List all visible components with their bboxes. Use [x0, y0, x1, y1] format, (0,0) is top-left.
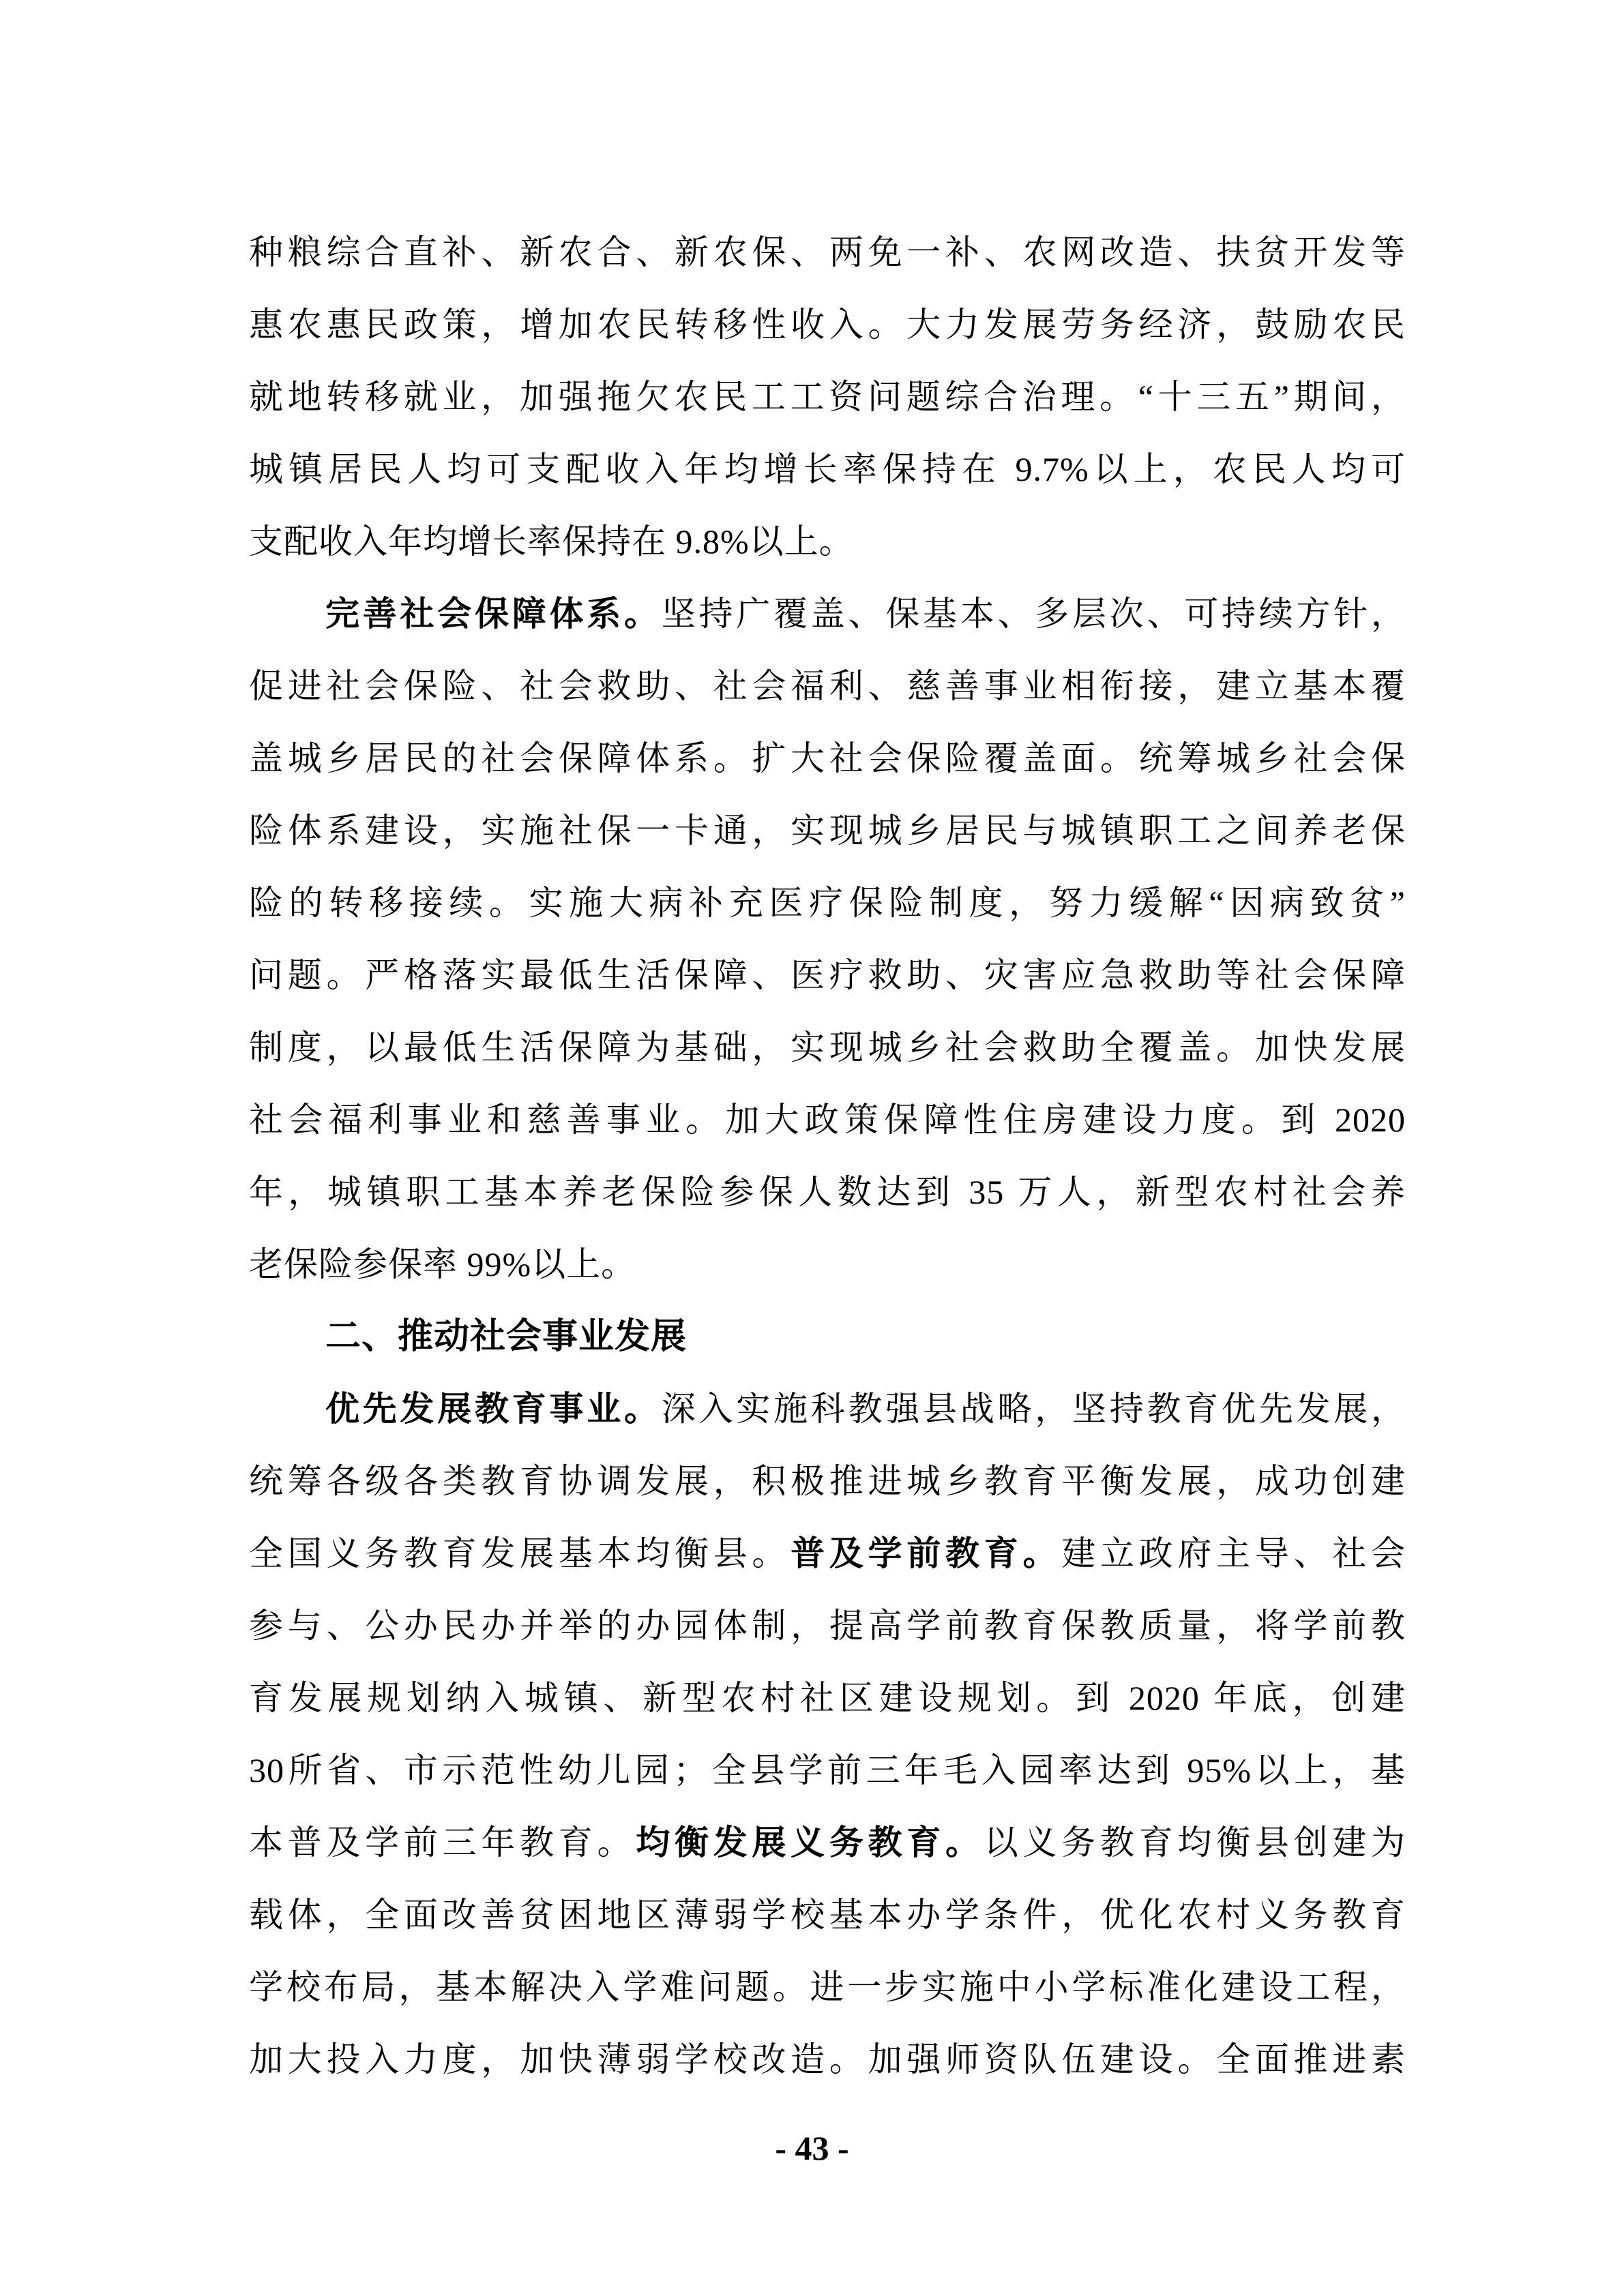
- body-line: [249, 1806, 1406, 1879]
- body-line-text: 深入实施科教强县战略，坚持教育优先发展，: [661, 1390, 1406, 1428]
- body-line: [249, 1373, 1406, 1445]
- section-heading: 二、推动社会事业发展: [325, 1317, 688, 1356]
- body-line: 年，城镇职工基本养老保险参保人数达到 35 万人，新型农村社会养: [249, 1173, 1406, 1211]
- body-line-text: 全国义务教育发展基本均衡县。: [249, 1534, 791, 1572]
- body-line: 老保险参保率 99%以上。: [249, 1245, 636, 1283]
- body-line: 惠农惠民政策，增加农民转移性收入。大力发展劳务经济，鼓励农民: [249, 305, 1406, 344]
- inline-bold-run: 均衡发展义务教育。: [636, 1823, 984, 1862]
- body-line-text: 建立政府主导、社会: [1061, 1534, 1406, 1572]
- body-line: 参与、公办民办并举的办园体制，提高学前教育保教质量，将学前教: [249, 1607, 1406, 1645]
- paragraph-continued: [249, 216, 1406, 578]
- paragraph-lead-bold: 完善社会保障体系。: [325, 595, 662, 633]
- body-text-block: [249, 216, 1406, 2096]
- body-line-text: 本普及学前三年教育。: [249, 1823, 636, 1862]
- body-line: 险的转移接续。实施大病补充医疗保险制度，努力缓解“因病致贫”: [249, 884, 1406, 922]
- body-line: 社会福利事业和慈善事业。加大政策保障性住房建设力度。到 2020: [249, 1101, 1406, 1139]
- inline-bold-run: 普及学前教育。: [791, 1534, 1062, 1572]
- body-line: 统筹各级各类教育协调发展，积极推进城乡教育平衡发展，成功创建: [249, 1462, 1406, 1500]
- body-line: [249, 1517, 1406, 1590]
- body-line: 30所省、市示范性幼儿园；全县学前三年毛入园率达到 95%以上，基: [249, 1751, 1406, 1789]
- body-line: 载体，全面改善贫困地区薄弱学校基本办学条件，优化农村义务教育: [249, 1896, 1406, 1934]
- paragraph-lead-bold: 优先发展教育事业。: [325, 1390, 662, 1428]
- body-line: 制度，以最低生活保障为基础，实现城乡社会救助全覆盖。加快发展: [249, 1028, 1406, 1067]
- paragraph-social-security: [249, 578, 1406, 1300]
- body-line: 学校布局，基本解决入学难问题。进一步实施中小学标准化建设工程，: [249, 1968, 1406, 2006]
- body-line: 促进社会保险、社会救助、社会福利、慈善事业相衔接，建立基本覆: [249, 667, 1406, 705]
- body-line: 问题。严格落实最低生活保障、医疗救助、灾害应急救助等社会保障: [249, 956, 1406, 994]
- body-line: 种粮综合直补、新农合、新农保、两免一补、农网改造、扶贫开发等: [249, 233, 1406, 271]
- body-line: 城镇居民人均可支配收入年均增长率保持在 9.7%以上，农民人均可: [249, 450, 1406, 488]
- body-line-text: 坚持广覆盖、保基本、多层次、可持续方针，: [661, 595, 1406, 633]
- page-number: - 43 -: [775, 2129, 849, 2167]
- body-line: 加大投入力度，加快薄弱学校改造。加强师资队伍建设。全面推进素: [249, 2040, 1406, 2078]
- body-line: [249, 578, 1406, 650]
- paragraph-education: [249, 1373, 1406, 2096]
- body-line: 险体系建设，实施社保一卡通，实现城乡居民与城镇职工之间养老保: [249, 811, 1406, 850]
- body-line: 育发展规划纳入城镇、新型农村社区建设规划。到 2020 年底，创建: [249, 1679, 1406, 1717]
- body-line: 盖城乡居民的社会保障体系。扩大社会保险覆盖面。统筹城乡社会保: [249, 739, 1406, 777]
- body-line-text: 以义务教育均衡县创建为: [984, 1823, 1406, 1862]
- body-line: 就地转移就业，加强拖欠农民工工资问题综合治理。“十三五”期间，: [249, 378, 1406, 416]
- body-line: 支配收入年均增长率保持在 9.8%以上。: [249, 522, 854, 561]
